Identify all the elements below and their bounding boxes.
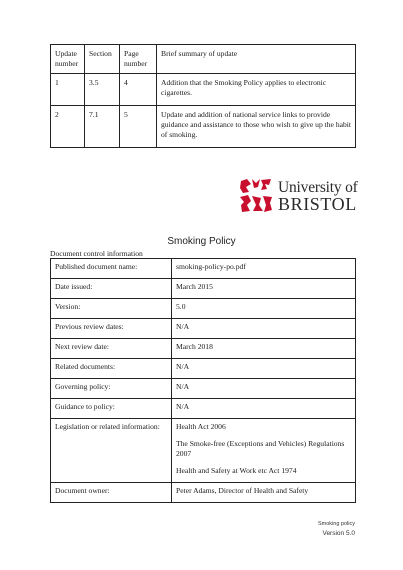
table-row: [51, 279, 356, 299]
logo-line-bristol: BRISTOL: [278, 194, 357, 214]
control-value-cell: Peter Adams, Director of Health and Safety: [172, 483, 356, 503]
table-row: [51, 483, 356, 503]
control-value-cell: March 2015: [172, 279, 356, 299]
control-label-cell: Previous review dates:: [51, 319, 172, 339]
update-history-table: [50, 44, 356, 148]
document-control-table: [50, 258, 356, 503]
document-title: Smoking Policy: [167, 236, 236, 247]
control-label-cell: Legislation or related information:: [51, 419, 172, 483]
control-value-cell: [172, 419, 356, 483]
update-table-cell: 2: [51, 106, 85, 148]
footer-policy-name: Smoking policy: [318, 521, 355, 527]
university-crest-icon: [239, 178, 273, 214]
update-table-cell: 1: [51, 74, 85, 106]
control-label-cell: Published document name:: [51, 259, 172, 279]
control-label-cell: Guidance to policy:: [51, 399, 172, 419]
control-value-cell: N/A: [172, 399, 356, 419]
control-info-label: Document control information: [50, 249, 143, 258]
control-label-cell: Date issued:: [51, 279, 172, 299]
control-label-cell: Related documents:: [51, 359, 172, 379]
table-row: [51, 339, 356, 359]
university-logo: [239, 178, 357, 214]
control-value-cell: smoking-policy-po.pdf: [172, 259, 356, 279]
legislation-item: Health Act 2006: [176, 422, 226, 431]
line-gap: [176, 432, 351, 439]
table-row: [51, 319, 356, 339]
legislation-item: The Smoke-free (Exceptions and Vehicles) Regulations 2007: [176, 439, 345, 458]
update-table-cell: 7.1: [85, 106, 120, 148]
update-table-header-cell: Section: [85, 45, 120, 74]
update-table-cell: 5: [120, 106, 157, 148]
legislation-item: Health and Safety at Work etc Act 1974: [176, 466, 297, 475]
table-row: [51, 399, 356, 419]
control-value-cell: N/A: [172, 319, 356, 339]
table-row: [51, 419, 356, 483]
control-value-cell: N/A: [172, 379, 356, 399]
table-row: [51, 379, 356, 399]
footer-version: Version 5.0: [322, 530, 355, 537]
update-table-cell: Update and addition of national service links to provide guidance and assistance to those who wish to give up the habit of smoking.: [157, 106, 356, 148]
control-value-cell: March 2018: [172, 339, 356, 359]
table-row: [51, 259, 356, 279]
control-value-cell: 5.0: [172, 299, 356, 319]
control-label-cell: Governing policy:: [51, 379, 172, 399]
control-label-cell: Document owner:: [51, 483, 172, 503]
update-table-header-cell: Brief summary of update: [157, 45, 356, 74]
update-table-header-cell: Page number: [120, 45, 157, 74]
control-label-cell: Next review date:: [51, 339, 172, 359]
page-footer: [318, 519, 355, 539]
update-table-cell: 4: [120, 74, 157, 106]
update-table-cell: Addition that the Smoking Policy applies to electronic cigarettes.: [157, 74, 356, 106]
update-table-cell: 3.5: [85, 74, 120, 106]
table-row: [51, 74, 356, 106]
control-value-cell: N/A: [172, 359, 356, 379]
logo-line-university: University of: [278, 179, 358, 196]
table-row: [51, 106, 356, 148]
table-row: [51, 359, 356, 379]
update-table-header-cell: Update number: [51, 45, 85, 74]
table-row: [51, 299, 356, 319]
update-table-header-row: [51, 45, 356, 74]
control-label-cell: Version:: [51, 299, 172, 319]
line-gap: [176, 459, 351, 466]
